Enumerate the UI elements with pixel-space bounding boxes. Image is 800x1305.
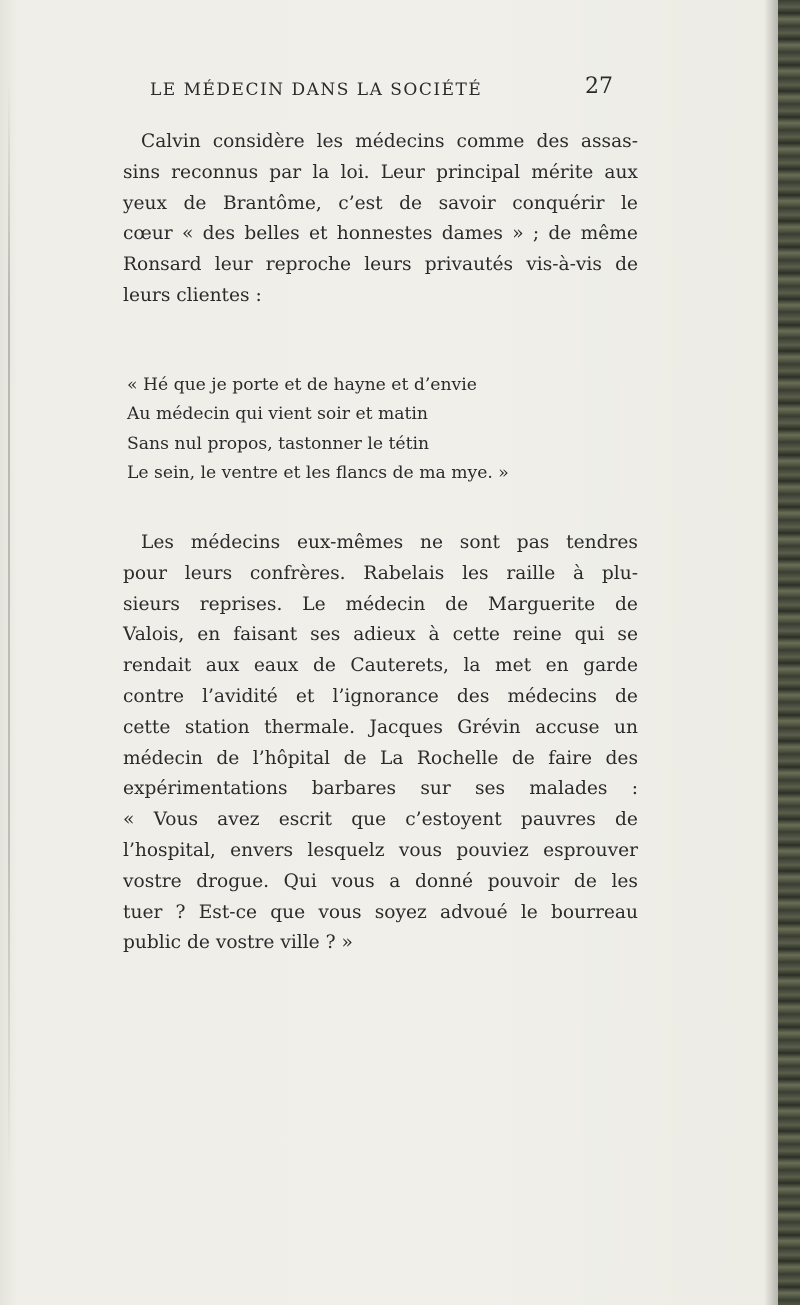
- word: raille: [506, 562, 556, 584]
- word: Marguerite: [487, 593, 596, 615]
- word: pour: [123, 562, 167, 584]
- text-line: [123, 250, 638, 281]
- word: en: [197, 624, 221, 646]
- word: expérimentations: [123, 778, 288, 800]
- word: à: [573, 562, 585, 584]
- word: de: [183, 192, 207, 214]
- verse-line: Le sein, le ventre et les flancs de ma mye. »: [127, 462, 509, 483]
- word: tendres: [566, 532, 638, 553]
- word: dames: [441, 223, 503, 245]
- word: eux-mêmes: [296, 532, 404, 553]
- word: «: [123, 809, 135, 831]
- word: de: [312, 655, 336, 677]
- word: de: [615, 593, 638, 615]
- page-header: [150, 74, 630, 100]
- word: des: [202, 223, 236, 245]
- verse-line: « Hé que je porte et de hayne et d’envie: [127, 375, 477, 395]
- word: que: [351, 809, 387, 831]
- word: leurs: [184, 562, 233, 584]
- word: reproche: [265, 254, 352, 276]
- text-line: [123, 713, 638, 744]
- word: ?: [175, 901, 186, 923]
- word: principal: [436, 161, 521, 183]
- word: ses: [310, 624, 341, 646]
- word: pouviez: [456, 839, 529, 861]
- word: savoir: [438, 192, 496, 214]
- word: de: [511, 747, 535, 769]
- word: malades: [529, 778, 608, 800]
- word: confrères.: [249, 562, 346, 584]
- word: de: [615, 685, 638, 707]
- text-line: [123, 774, 638, 805]
- text-line: [123, 805, 638, 836]
- word: soyez: [374, 901, 427, 923]
- word: les: [316, 131, 344, 152]
- text-line: [123, 219, 638, 250]
- word: drogue.: [196, 870, 270, 892]
- word: cœur: [123, 223, 173, 245]
- text-line: [123, 898, 638, 929]
- word: vis-à-vis: [526, 254, 602, 276]
- word: c’est: [338, 192, 383, 214]
- word: l’avidité: [202, 685, 278, 707]
- word: Jacques: [369, 716, 443, 738]
- word: médecins: [355, 131, 445, 152]
- text-line: [123, 559, 638, 590]
- word: vous: [331, 870, 375, 892]
- word: cette: [452, 624, 500, 646]
- word: Le: [302, 593, 326, 615]
- word: en: [545, 655, 569, 677]
- word: médecin: [123, 747, 203, 769]
- word: donné: [415, 870, 474, 892]
- word: avez: [217, 809, 260, 831]
- word: Les: [141, 532, 174, 553]
- verse-line: Au médecin qui vient soir et matin: [127, 404, 428, 425]
- word: pouvoir: [487, 870, 560, 892]
- word: cette: [123, 716, 171, 738]
- word: et: [295, 685, 315, 707]
- word: des: [456, 685, 490, 707]
- text-line: public de vostre ville ? »: [123, 932, 353, 954]
- word: de: [216, 747, 240, 769]
- word: pas: [516, 532, 550, 553]
- word: assas-: [580, 131, 638, 152]
- word: garde: [583, 655, 638, 677]
- word: leur: [214, 254, 253, 276]
- word: eaux: [253, 655, 299, 677]
- word: Rabelais: [363, 562, 445, 584]
- word: un: [614, 716, 638, 738]
- word: reconnus: [171, 161, 259, 183]
- word: sont: [459, 532, 500, 553]
- word: adieux: [353, 624, 416, 646]
- word: Est-ce: [198, 901, 258, 923]
- word: même: [580, 223, 638, 245]
- word: le: [620, 192, 638, 214]
- word: Qui: [283, 870, 317, 892]
- text-line: [123, 867, 638, 898]
- text-line: [123, 744, 638, 775]
- text-line: [123, 590, 638, 621]
- text-line: [123, 189, 638, 220]
- word: barbares: [311, 778, 397, 800]
- verse-quotation: [123, 371, 623, 488]
- word: Brantôme,: [222, 192, 322, 214]
- page-number: 27: [585, 74, 613, 99]
- word: Calvin: [141, 131, 201, 152]
- word: vous: [398, 839, 443, 861]
- word: l’hôpital: [252, 747, 331, 769]
- word: :: [631, 778, 638, 800]
- word: le: [520, 901, 538, 923]
- word: sur: [420, 778, 451, 800]
- page-left-edge-shadow: [8, 80, 10, 1180]
- word: aux: [205, 655, 240, 677]
- verse-line: Sans nul propos, tastonner le tétin: [127, 433, 430, 454]
- word: aux: [604, 161, 638, 183]
- word: l’ignorance: [332, 685, 439, 707]
- word: les: [611, 870, 638, 892]
- word: ;: [532, 223, 540, 245]
- word: de: [615, 254, 638, 276]
- word: contre: [123, 685, 184, 707]
- word: des: [536, 131, 569, 152]
- paragraph-1: [123, 127, 638, 312]
- word: Cauterets,: [350, 655, 449, 677]
- text-line: leurs clientes :: [123, 284, 262, 306]
- word: se: [617, 624, 638, 646]
- word: médecins: [507, 685, 597, 707]
- word: Ronsard: [123, 254, 202, 276]
- word: loi.: [340, 161, 370, 183]
- word: »: [512, 223, 524, 245]
- paragraph-2: [123, 528, 638, 959]
- word: honnestes: [336, 223, 433, 245]
- word: vostre: [123, 870, 182, 892]
- text-line: [123, 620, 638, 651]
- word: envers: [230, 839, 294, 861]
- word: leurs: [364, 254, 412, 276]
- text-line: [123, 651, 638, 682]
- word: sieurs: [123, 593, 180, 615]
- word: vous: [318, 901, 362, 923]
- word: plu-: [601, 562, 638, 584]
- word: mérite: [531, 161, 594, 183]
- running-title: LE MÉDECIN DANS LA SOCIÉTÉ: [150, 80, 483, 100]
- word: comme: [456, 131, 525, 152]
- binding-shadow: [764, 0, 778, 1305]
- word: les: [462, 562, 489, 584]
- word: Rochelle: [416, 747, 499, 769]
- word: des: [605, 747, 638, 769]
- word: ne: [420, 532, 443, 553]
- word: accuse: [535, 716, 600, 738]
- word: belles: [244, 223, 300, 245]
- word: considère: [212, 131, 305, 152]
- word: reine: [512, 624, 562, 646]
- word: médecin: [345, 593, 426, 615]
- word: l’hospital,: [123, 839, 216, 861]
- word: lesquelz: [307, 839, 385, 861]
- word: rendait: [123, 655, 192, 677]
- word: de: [399, 192, 423, 214]
- word: la: [312, 161, 330, 183]
- word: faire: [548, 747, 593, 769]
- text-line: [123, 127, 638, 158]
- word: de: [445, 593, 469, 615]
- text-line: [123, 528, 638, 559]
- word: tuer: [123, 901, 163, 923]
- word: ses: [474, 778, 506, 800]
- word: conquérir: [512, 192, 605, 214]
- word: pauvres: [520, 809, 596, 831]
- word: thermale.: [264, 716, 355, 738]
- word: a: [389, 870, 401, 892]
- word: Vous: [153, 809, 198, 831]
- word: faisant: [233, 624, 298, 646]
- word: Grévin: [457, 716, 521, 738]
- word: bourreau: [551, 901, 638, 923]
- word: Valois,: [123, 624, 185, 646]
- word: privautés: [424, 254, 514, 276]
- word: de: [573, 870, 597, 892]
- word: que: [270, 901, 306, 923]
- word: advoué: [439, 901, 508, 923]
- text-line: [123, 682, 638, 713]
- word: reprises.: [199, 593, 283, 615]
- word: à: [428, 624, 440, 646]
- word: de: [548, 223, 572, 245]
- word: sins: [123, 161, 161, 183]
- word: qui: [574, 624, 605, 646]
- word: met: [495, 655, 532, 677]
- text-line: [123, 158, 638, 189]
- word: médecins: [190, 532, 281, 553]
- word: yeux: [123, 192, 167, 214]
- word: de: [615, 809, 638, 831]
- word: la: [463, 655, 481, 677]
- word: esprouver: [543, 839, 638, 861]
- word: c’estoyent: [405, 809, 502, 831]
- book-binding-edge: [778, 0, 800, 1305]
- word: «: [181, 223, 194, 245]
- text-line: [123, 836, 638, 867]
- word: et: [309, 223, 328, 245]
- word: station: [184, 716, 250, 738]
- word: La: [380, 747, 404, 769]
- word: Leur: [380, 161, 425, 183]
- word: escrit: [278, 809, 333, 831]
- word: de: [343, 747, 367, 769]
- word: par: [269, 161, 302, 183]
